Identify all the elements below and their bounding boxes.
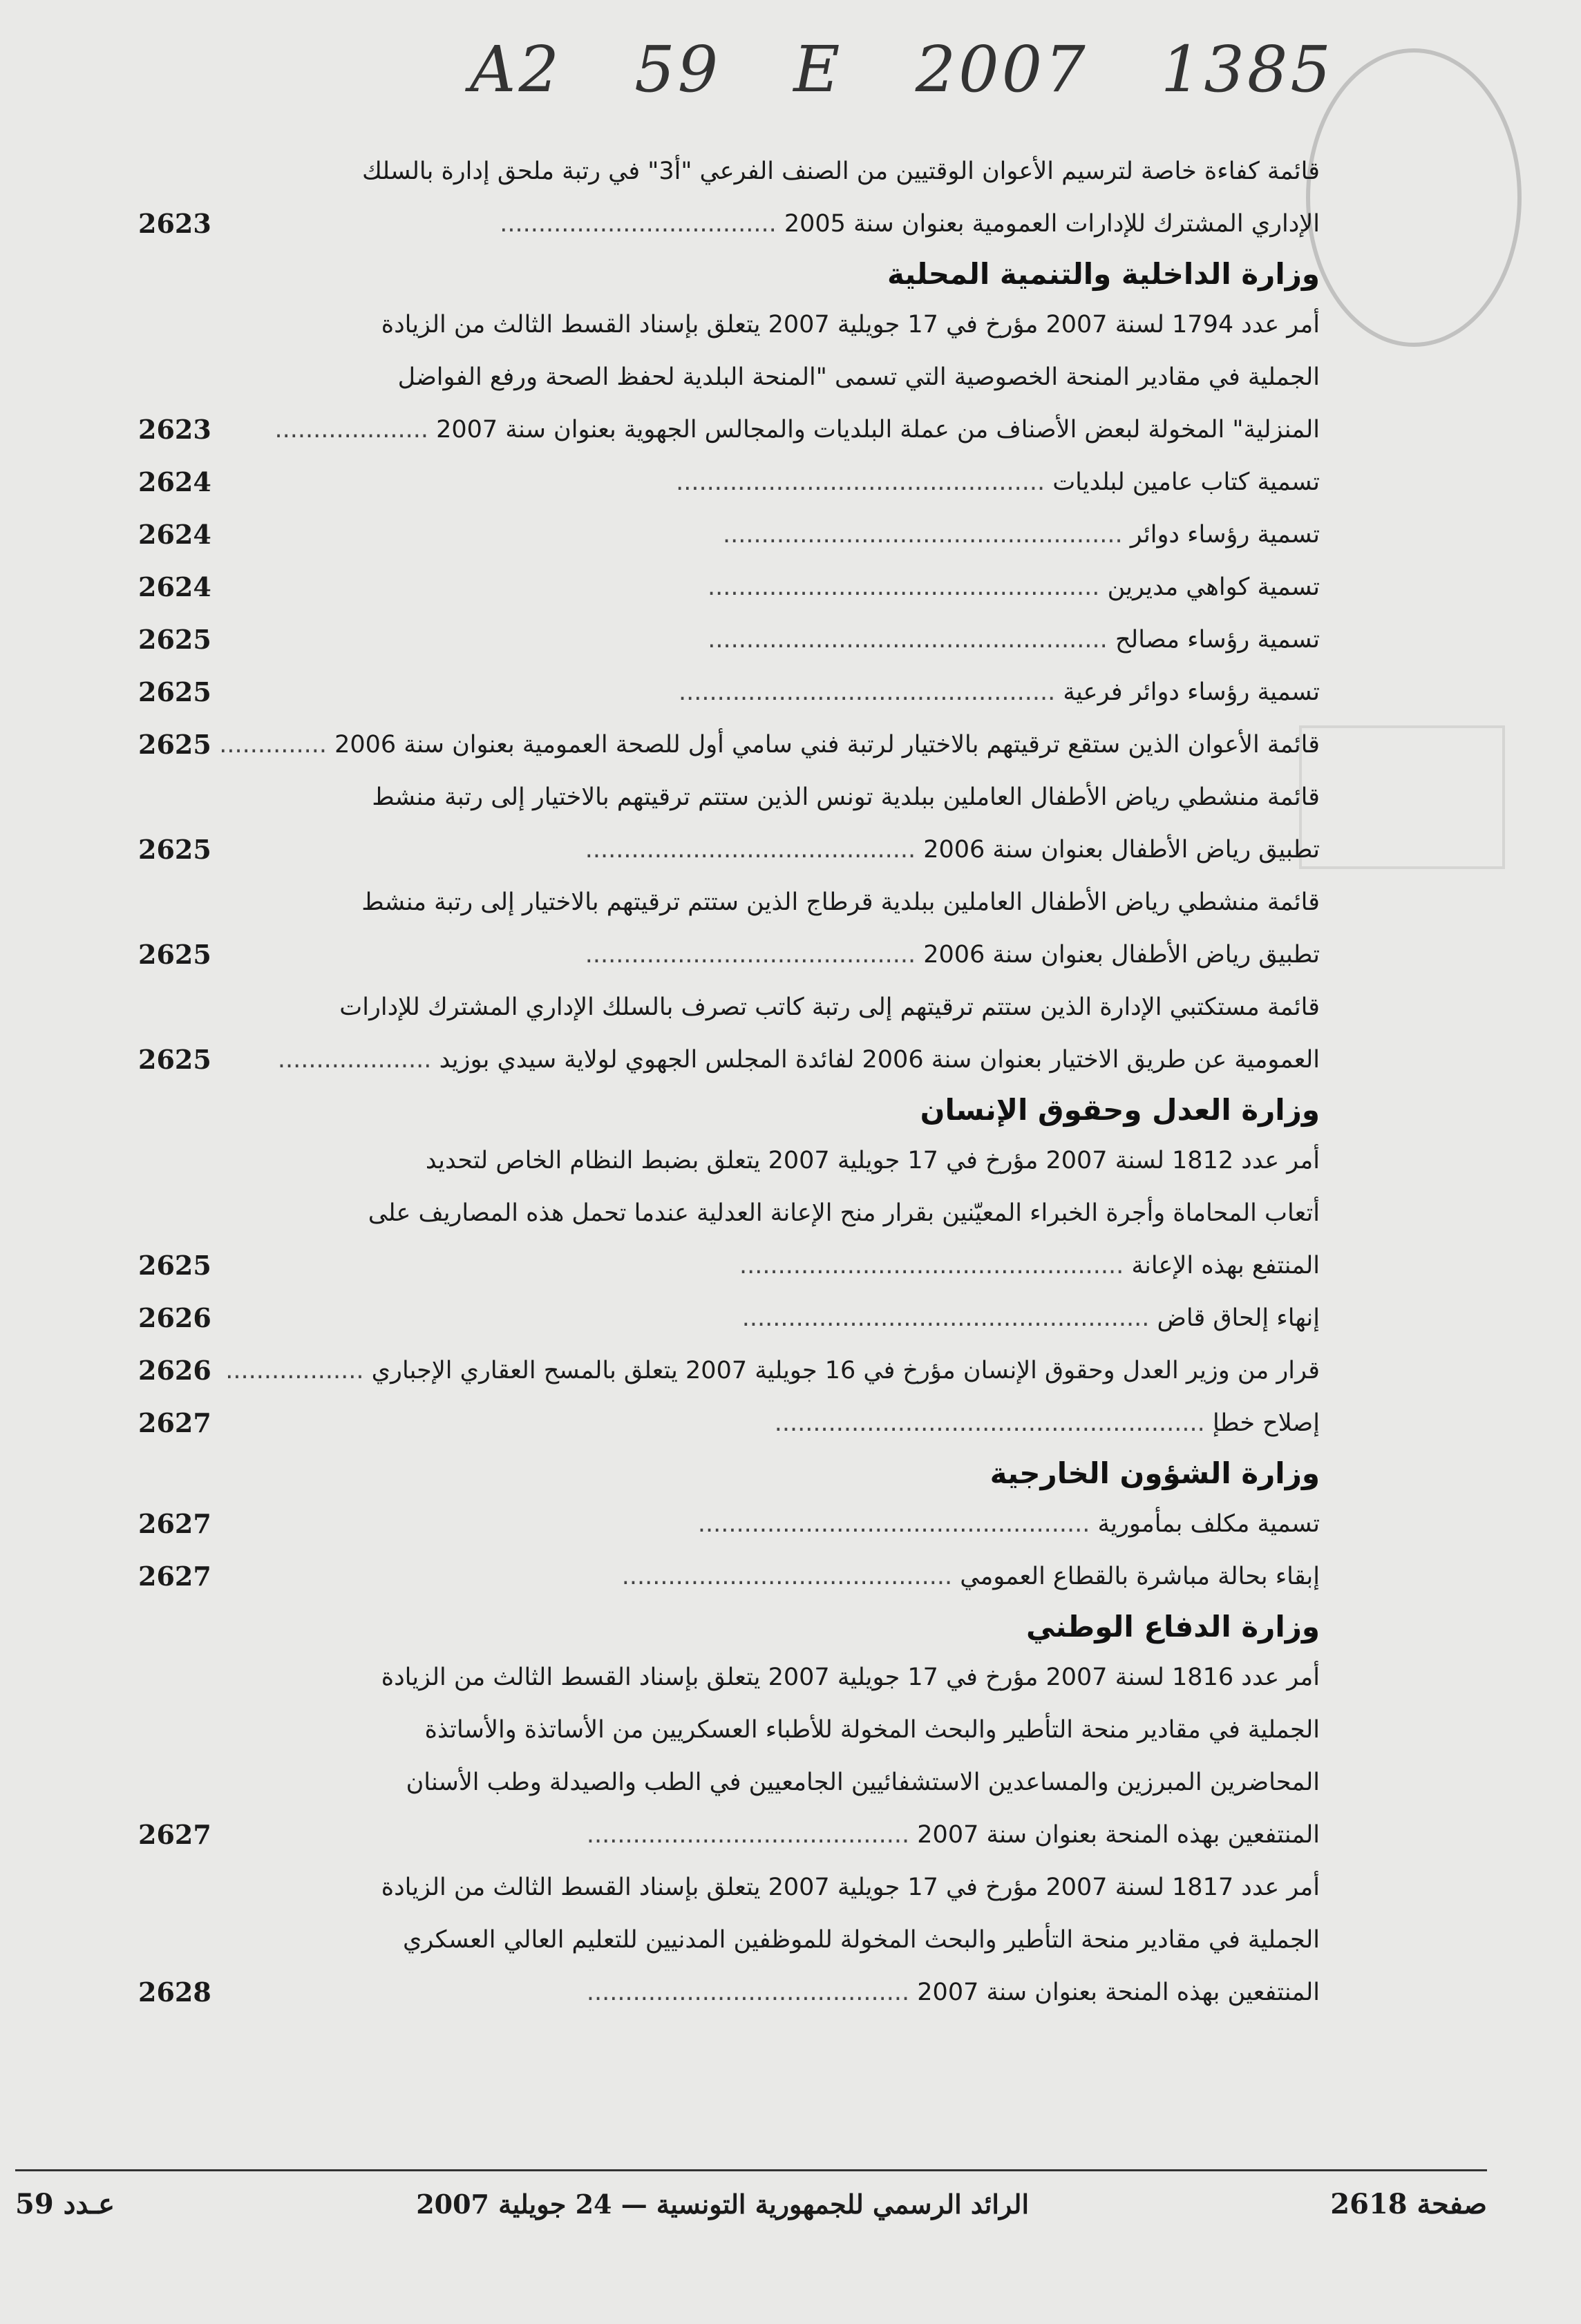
toc-entry[interactable]	[138, 1344, 1320, 1397]
entry-title	[332, 876, 1320, 981]
entry-title	[332, 1651, 1320, 1861]
ministry-heading: وزارة الداخلية والتنمية المحلية	[887, 257, 1320, 291]
toc-entry[interactable]	[138, 771, 1320, 876]
page-footer	[15, 2176, 1487, 2231]
toc-entry[interactable]	[138, 981, 1320, 1086]
entry-line-text: قائمة منشطي رياض الأطفال العاملين ببلدية تونس الذين ستتم ترقيتهم بالاختيار إلى رتبة منشط	[372, 783, 1320, 811]
toc-entry[interactable]	[138, 1498, 1320, 1550]
entry-line	[332, 1966, 1320, 2019]
entry-title	[274, 298, 1320, 456]
entry-page-number: 2625	[138, 834, 211, 865]
entry-line	[332, 613, 1320, 666]
leader-dots: ...........................................	[621, 1563, 960, 1590]
entry-line	[332, 456, 1320, 508]
leader-dots: ..........................................	[586, 1821, 918, 1849]
page-number: صفحة 2618	[1330, 2187, 1487, 2220]
entry-title	[332, 666, 1320, 718]
entry-line	[332, 666, 1320, 718]
entry-page-number: 2626	[138, 1302, 211, 1333]
ministry-heading: وزارة الدفاع الوطني	[1026, 1610, 1320, 1644]
entry-line	[332, 823, 1320, 876]
entry-page-number: 2625	[138, 624, 211, 655]
entry-line	[332, 1651, 1320, 1704]
entry-title	[332, 456, 1320, 508]
entry-title	[219, 718, 1320, 771]
leader-dots: ........................................................	[774, 1409, 1213, 1437]
entry-line-text: العمومية عن طريق الاختيار بعنوان سنة 2006 لفائدة المجلس الجهوي لولاية سيدي بوزيد	[439, 1046, 1320, 1074]
entry-page-number: 2627	[138, 1819, 211, 1850]
entry-line	[274, 403, 1320, 456]
entry-line-text: أتعاب المحاماة وأجرة الخبراء المعيّنين بقرار منح الإعانة العدلية عندما تحمل هذه المصاريف على	[368, 1199, 1320, 1227]
leader-dots: ..................................................	[739, 1252, 1132, 1279]
entry-line	[332, 1809, 1320, 1861]
entry-page-number: 2627	[138, 1508, 211, 1539]
entry-page-number: 2624	[138, 519, 211, 550]
entry-line-text: إنهاء إلحاق قاض	[1157, 1304, 1320, 1332]
entry-line	[332, 198, 1320, 250]
entry-line	[225, 1344, 1320, 1397]
entry-page-number: 2627	[138, 1407, 211, 1438]
entry-title	[332, 1550, 1320, 1603]
entry-line	[332, 1704, 1320, 1756]
handwritten-reference	[470, 28, 1334, 111]
entry-line-text: تسمية رؤساء دوائر	[1130, 521, 1320, 549]
entry-line-text: قائمة منشطي رياض الأطفال العاملين ببلدية قرطاج الذين ستتم ترقيتهم بالاختيار إلى رتبة منشط	[361, 888, 1320, 916]
leader-dots: ..........................................	[586, 1979, 918, 2006]
entry-line-text: المحاضرين المبرزين والمساعدين الاستشفائيين الجامعيين في الطب والصيدلة وطب الأسنان	[406, 1769, 1320, 1796]
ministry-heading: وزارة الشؤون الخارجية	[990, 1456, 1320, 1490]
leader-dots: ....................	[274, 416, 437, 444]
entry-line	[277, 1034, 1320, 1086]
entry-line-text: قرار من وزير العدل وحقوق الإنسان مؤرخ في 16 جويلية 2007 يتعلق بالمسح العقاري الإجباري	[371, 1357, 1320, 1384]
toc-entry[interactable]	[138, 1651, 1320, 1861]
toc-entry[interactable]	[138, 508, 1320, 561]
entry-page-number: 2625	[138, 1044, 211, 1075]
entry-page-number: 2625	[138, 939, 211, 970]
toc-entry[interactable]	[138, 456, 1320, 508]
handwritten-part: 1385	[1160, 32, 1334, 106]
entry-line	[332, 928, 1320, 981]
handwritten-part: A2	[470, 32, 562, 106]
entry-line-text: المنتفعين بهذه المنحة بعنوان سنة 2007	[917, 1979, 1320, 2006]
toc-entry[interactable]	[138, 613, 1320, 666]
leader-dots: ....................................	[500, 210, 784, 238]
entry-title	[332, 508, 1320, 561]
entry-line	[219, 718, 1320, 771]
entry-line	[332, 1187, 1320, 1239]
entry-line	[332, 508, 1320, 561]
toc-entry[interactable]	[138, 561, 1320, 613]
entry-line-text: أمر عدد 1794 لسنة 2007 مؤرخ في 17 جويلية 2007 يتعلق بإسناد القسط الثالث من الزيادة	[381, 311, 1320, 339]
entry-line	[332, 298, 1320, 351]
leader-dots: ...........................................	[585, 941, 924, 969]
entry-line-text: تسمية رؤساء دوائر فرعية	[1063, 678, 1320, 706]
entry-title	[332, 1397, 1320, 1449]
entry-line-text: قائمة كفاءة خاصة لترسيم الأعوان الوقتيين من الصنف الفرعي "أ3" في رتبة ملحق إدارة بالسلك	[361, 158, 1320, 185]
toc-entry[interactable]	[138, 876, 1320, 981]
entry-line	[332, 1914, 1320, 1966]
footer-divider	[15, 2169, 1487, 2171]
entry-line	[332, 981, 1320, 1034]
entry-line-text: أمر عدد 1812 لسنة 2007 مؤرخ في 17 جويلية 2007 يتعلق بضبط النظام الخاص لتحديد	[425, 1147, 1320, 1174]
leader-dots: ....................................................	[723, 521, 1130, 549]
entry-line-text: إبقاء بحالة مباشرة بالقطاع العمومي	[960, 1563, 1320, 1590]
leader-dots: ...................................................	[708, 573, 1108, 601]
entry-line	[332, 145, 1320, 198]
entry-line	[332, 876, 1320, 928]
entry-line-text: المنتفعين بهذه المنحة بعنوان سنة 2007	[917, 1821, 1320, 1849]
entry-line-text: تطبيق رياض الأطفال بعنوان سنة 2006	[923, 836, 1320, 864]
entry-title	[332, 1498, 1320, 1550]
entry-line-text: قائمة الأعوان الذين ستقع ترقيتهم بالاختيار لرتبة فني سامي أول للصحة العمومية بعنوان سنة 2006	[334, 731, 1320, 759]
entry-title	[332, 1292, 1320, 1344]
entry-title	[332, 771, 1320, 876]
entry-line-text: إصلاح خطإ	[1212, 1409, 1320, 1437]
entry-line-text: تسمية رؤساء مصالح	[1115, 626, 1320, 654]
entry-line	[332, 351, 1320, 403]
entry-line-text: تطبيق رياض الأطفال بعنوان سنة 2006	[923, 941, 1320, 969]
entry-page-number: 2626	[138, 1355, 211, 1386]
handwritten-part: 2007	[915, 32, 1088, 106]
table-of-contents	[138, 145, 1320, 2019]
entry-line	[332, 1239, 1320, 1292]
entry-title	[332, 145, 1320, 250]
toc-entry[interactable]	[138, 1134, 1320, 1292]
entry-line-text: الإداري المشترك للإدارات العمومية بعنوان سنة 2005	[784, 210, 1320, 238]
ink-stamp	[1306, 48, 1522, 347]
entry-line	[332, 1861, 1320, 1914]
entry-line-text: المنزلية" المخولة لبعض الأصناف من عملة البلديات والمجالس الجهوية بعنوان سنة 2007	[436, 416, 1320, 444]
toc-entry[interactable]	[138, 666, 1320, 718]
toc-entry[interactable]	[138, 1292, 1320, 1344]
entry-line	[332, 1397, 1320, 1449]
leader-dots: ................................................	[676, 468, 1053, 496]
issue-number: عـدد 59	[15, 2187, 115, 2220]
entry-page-number: 2627	[138, 1561, 211, 1592]
handwritten-part: E	[793, 32, 843, 106]
entry-line	[332, 1550, 1320, 1603]
publication-title: الرائد الرسمي للجمهورية التونسية — 24 جويلية 2007	[416, 2188, 1030, 2220]
ministry-heading: وزارة العدل وحقوق الإنسان	[920, 1093, 1320, 1127]
toc-entry[interactable]	[138, 298, 1320, 456]
handwritten-part: 59	[634, 32, 721, 106]
entry-page-number: 2623	[138, 208, 211, 239]
leader-dots: ....................	[277, 1046, 439, 1074]
entry-line	[332, 771, 1320, 823]
toc-entry[interactable]	[138, 145, 1320, 250]
entry-line	[332, 1498, 1320, 1550]
leader-dots: ....................................................	[708, 626, 1115, 654]
entry-line-text: تسمية كتاب عامين لبلديات	[1052, 468, 1320, 496]
entry-page-number: 2625	[138, 729, 211, 760]
leader-dots: .................................................	[679, 678, 1063, 706]
toc-entry[interactable]	[138, 1397, 1320, 1449]
entry-title	[332, 1861, 1320, 2019]
entry-line	[332, 561, 1320, 613]
leader-dots: .....................................................	[741, 1304, 1157, 1332]
entry-page-number: 2624	[138, 466, 211, 497]
entry-page-number: 2625	[138, 1250, 211, 1281]
entry-line-text: تسمية مكلف بمأمورية	[1097, 1510, 1320, 1538]
entry-line	[332, 1134, 1320, 1187]
entry-page-number: 2623	[138, 414, 211, 445]
entry-line-text: أمر عدد 1817 لسنة 2007 مؤرخ في 17 جويلية 2007 يتعلق بإسناد القسط الثالث من الزيادة	[381, 1874, 1320, 1901]
entry-page-number: 2624	[138, 571, 211, 602]
entry-line-text: الجملية في مقادير منحة التأطير والبحث المخولة للأطباء العسكريين من الأساتذة والأساتذة	[424, 1716, 1320, 1744]
faint-stamp	[1299, 725, 1505, 869]
toc-entry[interactable]	[138, 1550, 1320, 1603]
entry-title	[332, 613, 1320, 666]
leader-dots: ..............	[219, 731, 335, 759]
entry-title	[332, 1134, 1320, 1292]
toc-entry[interactable]	[138, 718, 1320, 771]
entry-line-text: أمر عدد 1816 لسنة 2007 مؤرخ في 17 جويلية 2007 يتعلق بإسناد القسط الثالث من الزيادة	[381, 1664, 1320, 1691]
entry-line-text: الجملية في مقادير المنحة الخصوصية التي تسمى "المنحة البلدية لحفظ الصحة ورفع الفواضل	[397, 363, 1320, 391]
entry-line-text: قائمة مستكتبي الإدارة الذين ستتم ترقيتهم إلى رتبة كاتب تصرف بالسلك الإداري المشترك للإدارات	[339, 993, 1320, 1021]
entry-line	[332, 1292, 1320, 1344]
entry-page-number: 2628	[138, 1977, 211, 2008]
leader-dots: ..................	[225, 1357, 372, 1384]
entry-line	[332, 1756, 1320, 1809]
entry-line-text: الجملية في مقادير منحة التأطير والبحث المخولة للموظفين المدنيين للتعليم العالي العسكري	[403, 1926, 1320, 1954]
entry-title	[332, 561, 1320, 613]
entry-line-text: تسمية كواهي مديرين	[1107, 573, 1320, 601]
leader-dots: ...................................................	[697, 1510, 1098, 1538]
leader-dots: ...........................................	[585, 836, 924, 864]
entry-title	[277, 981, 1320, 1086]
entry-line-text: المنتفع بهذه الإعانة	[1131, 1252, 1320, 1279]
entry-page-number: 2625	[138, 676, 211, 707]
toc-entry[interactable]	[138, 1861, 1320, 2019]
entry-title	[225, 1344, 1320, 1397]
